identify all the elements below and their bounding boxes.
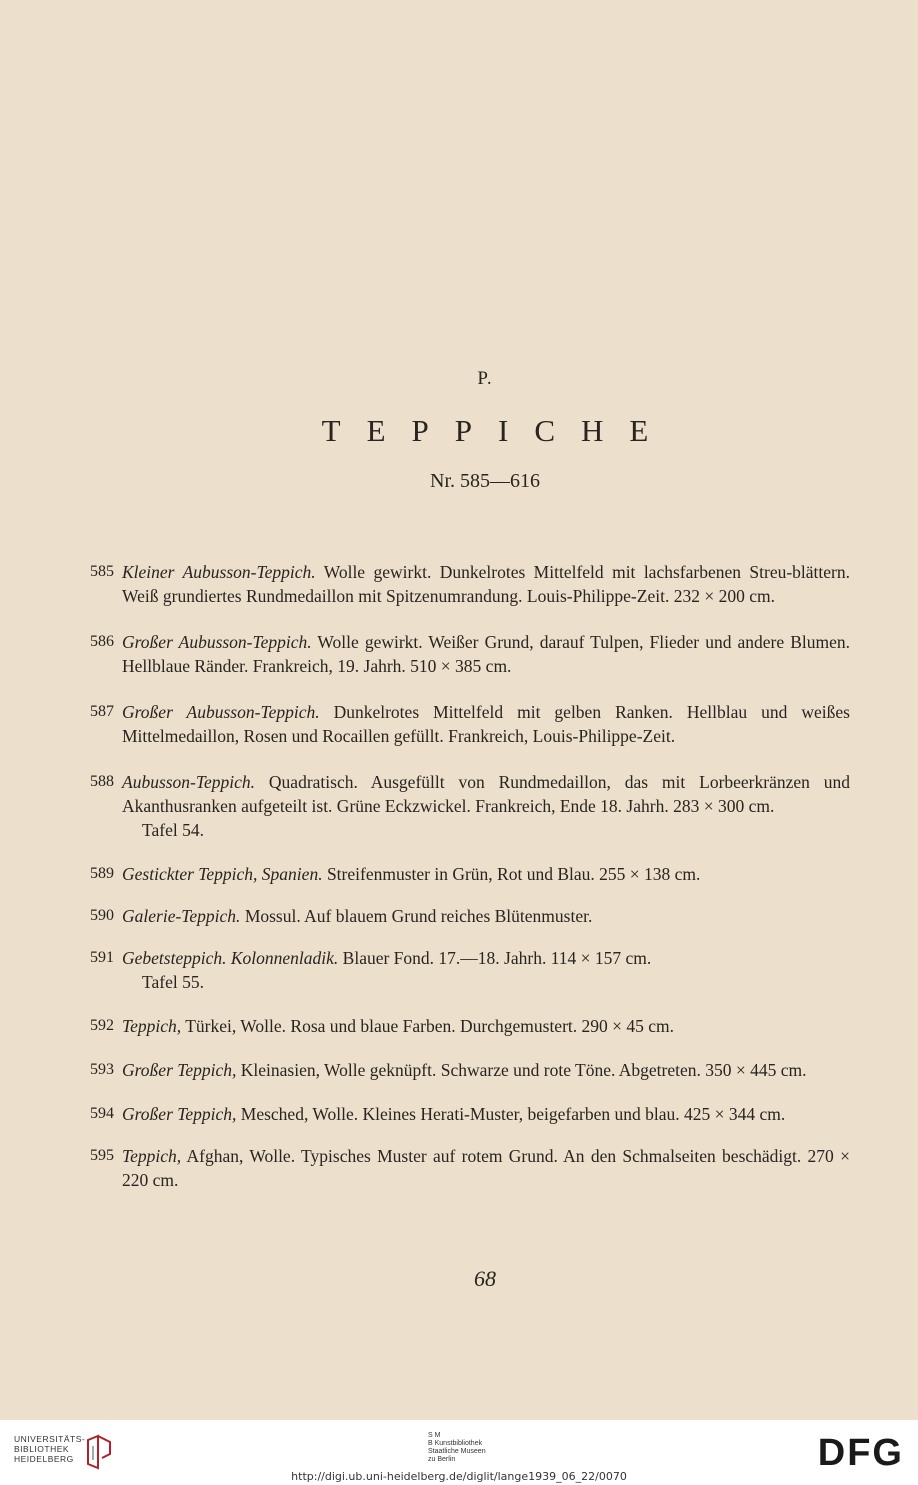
permalink-url[interactable]: http://digi.ub.uni-heidelberg.de/diglit/lange1939_06_22/0070 bbox=[291, 1470, 627, 1483]
dfg-logo[interactable]: DFG bbox=[817, 1432, 904, 1474]
catalog-entry bbox=[90, 862, 850, 886]
catalog-entry bbox=[90, 630, 850, 678]
entry-title: Kleiner Aubusson-Teppich. bbox=[122, 562, 316, 582]
entry-number: 587 bbox=[90, 703, 114, 720]
entry-description: Wolle gewirkt. Weißer Grund, darauf Tulpen, Flieder und andere Blumen. Hellblaue Ränder. Frankreich, 19. Jahrh. 510 × 385 cm. bbox=[122, 632, 850, 676]
entry-description: Mossul. Auf blauem Grund reiches Blütenmuster. bbox=[240, 906, 593, 926]
catalog-entry bbox=[90, 770, 850, 842]
entry-description: Dunkelrotes Mittelfeld mit gelben Ranken. Hellblau und weißes Mittelmedaillon, Rosen und Rocaillen gefüllt. Frankreich, Louis-Philippe-Zeit. bbox=[122, 702, 850, 746]
catalog-entry bbox=[90, 904, 850, 928]
entry-title: Großer Teppich, bbox=[122, 1060, 237, 1080]
catalog-entry bbox=[90, 1144, 850, 1192]
university-library-name: UNIVERSITÄTS- BIBLIOTHEK HEIDELBERG bbox=[14, 1434, 86, 1464]
entry-number: 589 bbox=[90, 865, 114, 882]
entry-title: Großer Aubusson-Teppich. bbox=[122, 632, 312, 652]
entry-description: Blauer Fond. 17.—18. Jahrh. 114 × 157 cm. bbox=[338, 948, 652, 968]
entry-description: Kleinasien, Wolle geknüpft. Schwarze und rote Töne. Abgetreten. 350 × 445 cm. bbox=[236, 1060, 807, 1080]
entry-description: Streifenmuster in Grün, Rot und Blau. 255 × 138 cm. bbox=[322, 864, 701, 884]
entry-plate-reference: Tafel 55. bbox=[142, 972, 204, 992]
catalog-entry bbox=[90, 1102, 850, 1126]
smb-kunstbibliothek-logo[interactable]: S M B Kunstbibliothek Staatliche Museen zu Berlin bbox=[428, 1432, 486, 1463]
entry-title: Großer Aubusson-Teppich. bbox=[122, 702, 320, 722]
entry-number: 592 bbox=[90, 1017, 114, 1034]
entry-number: 594 bbox=[90, 1105, 114, 1122]
entry-number: 595 bbox=[90, 1147, 114, 1164]
catalog-entry bbox=[90, 946, 850, 994]
entry-description: Quadratisch. Ausgefüllt von Rundmedaillon, das mit Lorbeerkränzen und Akanthusranken aufgeteilt ist. Grüne Eckzwickel. Frankreich, Ende 18. Jahrh. 283 × 300 cm. bbox=[122, 772, 850, 816]
entry-title: Gebetsteppich. Kolonnenladik. bbox=[122, 948, 339, 968]
entry-plate-reference: Tafel 54. bbox=[142, 820, 204, 840]
library-mark-icon bbox=[84, 1434, 114, 1470]
entry-description: Wolle gewirkt. Dunkelrotes Mittelfeld mit lachsfarbenen Streu-blättern. Weiß grundiertes Rundmedaillon mit Spitzenumrandung. Louis-Philippe-Zeit. 232 × 200 cm. bbox=[122, 562, 850, 606]
catalog-entry bbox=[90, 1014, 850, 1038]
university-library-logo[interactable] bbox=[14, 1434, 144, 1474]
entry-number: 590 bbox=[90, 907, 114, 924]
entry-number: 586 bbox=[90, 633, 114, 650]
entry-title: Aubusson-Teppich. bbox=[122, 772, 256, 792]
catalog-entries bbox=[90, 560, 850, 1192]
section-range: Nr. 585—616 bbox=[430, 470, 540, 492]
catalog-entry bbox=[90, 560, 850, 608]
entry-number: 591 bbox=[90, 949, 114, 966]
catalog-entry bbox=[90, 1058, 850, 1082]
entry-description: Türkei, Wolle. Rosa und blaue Farben. Durchgemustert. 290 × 45 cm. bbox=[181, 1016, 675, 1036]
entry-number: 585 bbox=[90, 563, 114, 580]
section-title: TEPPICHE bbox=[321, 413, 675, 448]
entry-title: Gestickter Teppich, Spanien. bbox=[122, 864, 323, 884]
entry-description: Mesched, Wolle. Kleines Herati-Muster, beigefarben und blau. 425 × 344 cm. bbox=[236, 1104, 786, 1124]
entry-title: Teppich, bbox=[122, 1016, 182, 1036]
entry-description: Afghan, Wolle. Typisches Muster auf rotem Grund. An den Schmalseiten beschädigt. 270 × 220 cm. bbox=[122, 1146, 850, 1190]
section-letter: P. bbox=[477, 368, 493, 389]
page-number: 68 bbox=[474, 1266, 496, 1291]
entry-number: 588 bbox=[90, 773, 114, 790]
entry-number: 593 bbox=[90, 1061, 114, 1078]
entry-title: Galerie-Teppich. bbox=[122, 906, 241, 926]
catalog-entry bbox=[90, 700, 850, 748]
entry-title: Teppich, bbox=[122, 1146, 182, 1166]
entry-title: Großer Teppich, bbox=[122, 1104, 237, 1124]
